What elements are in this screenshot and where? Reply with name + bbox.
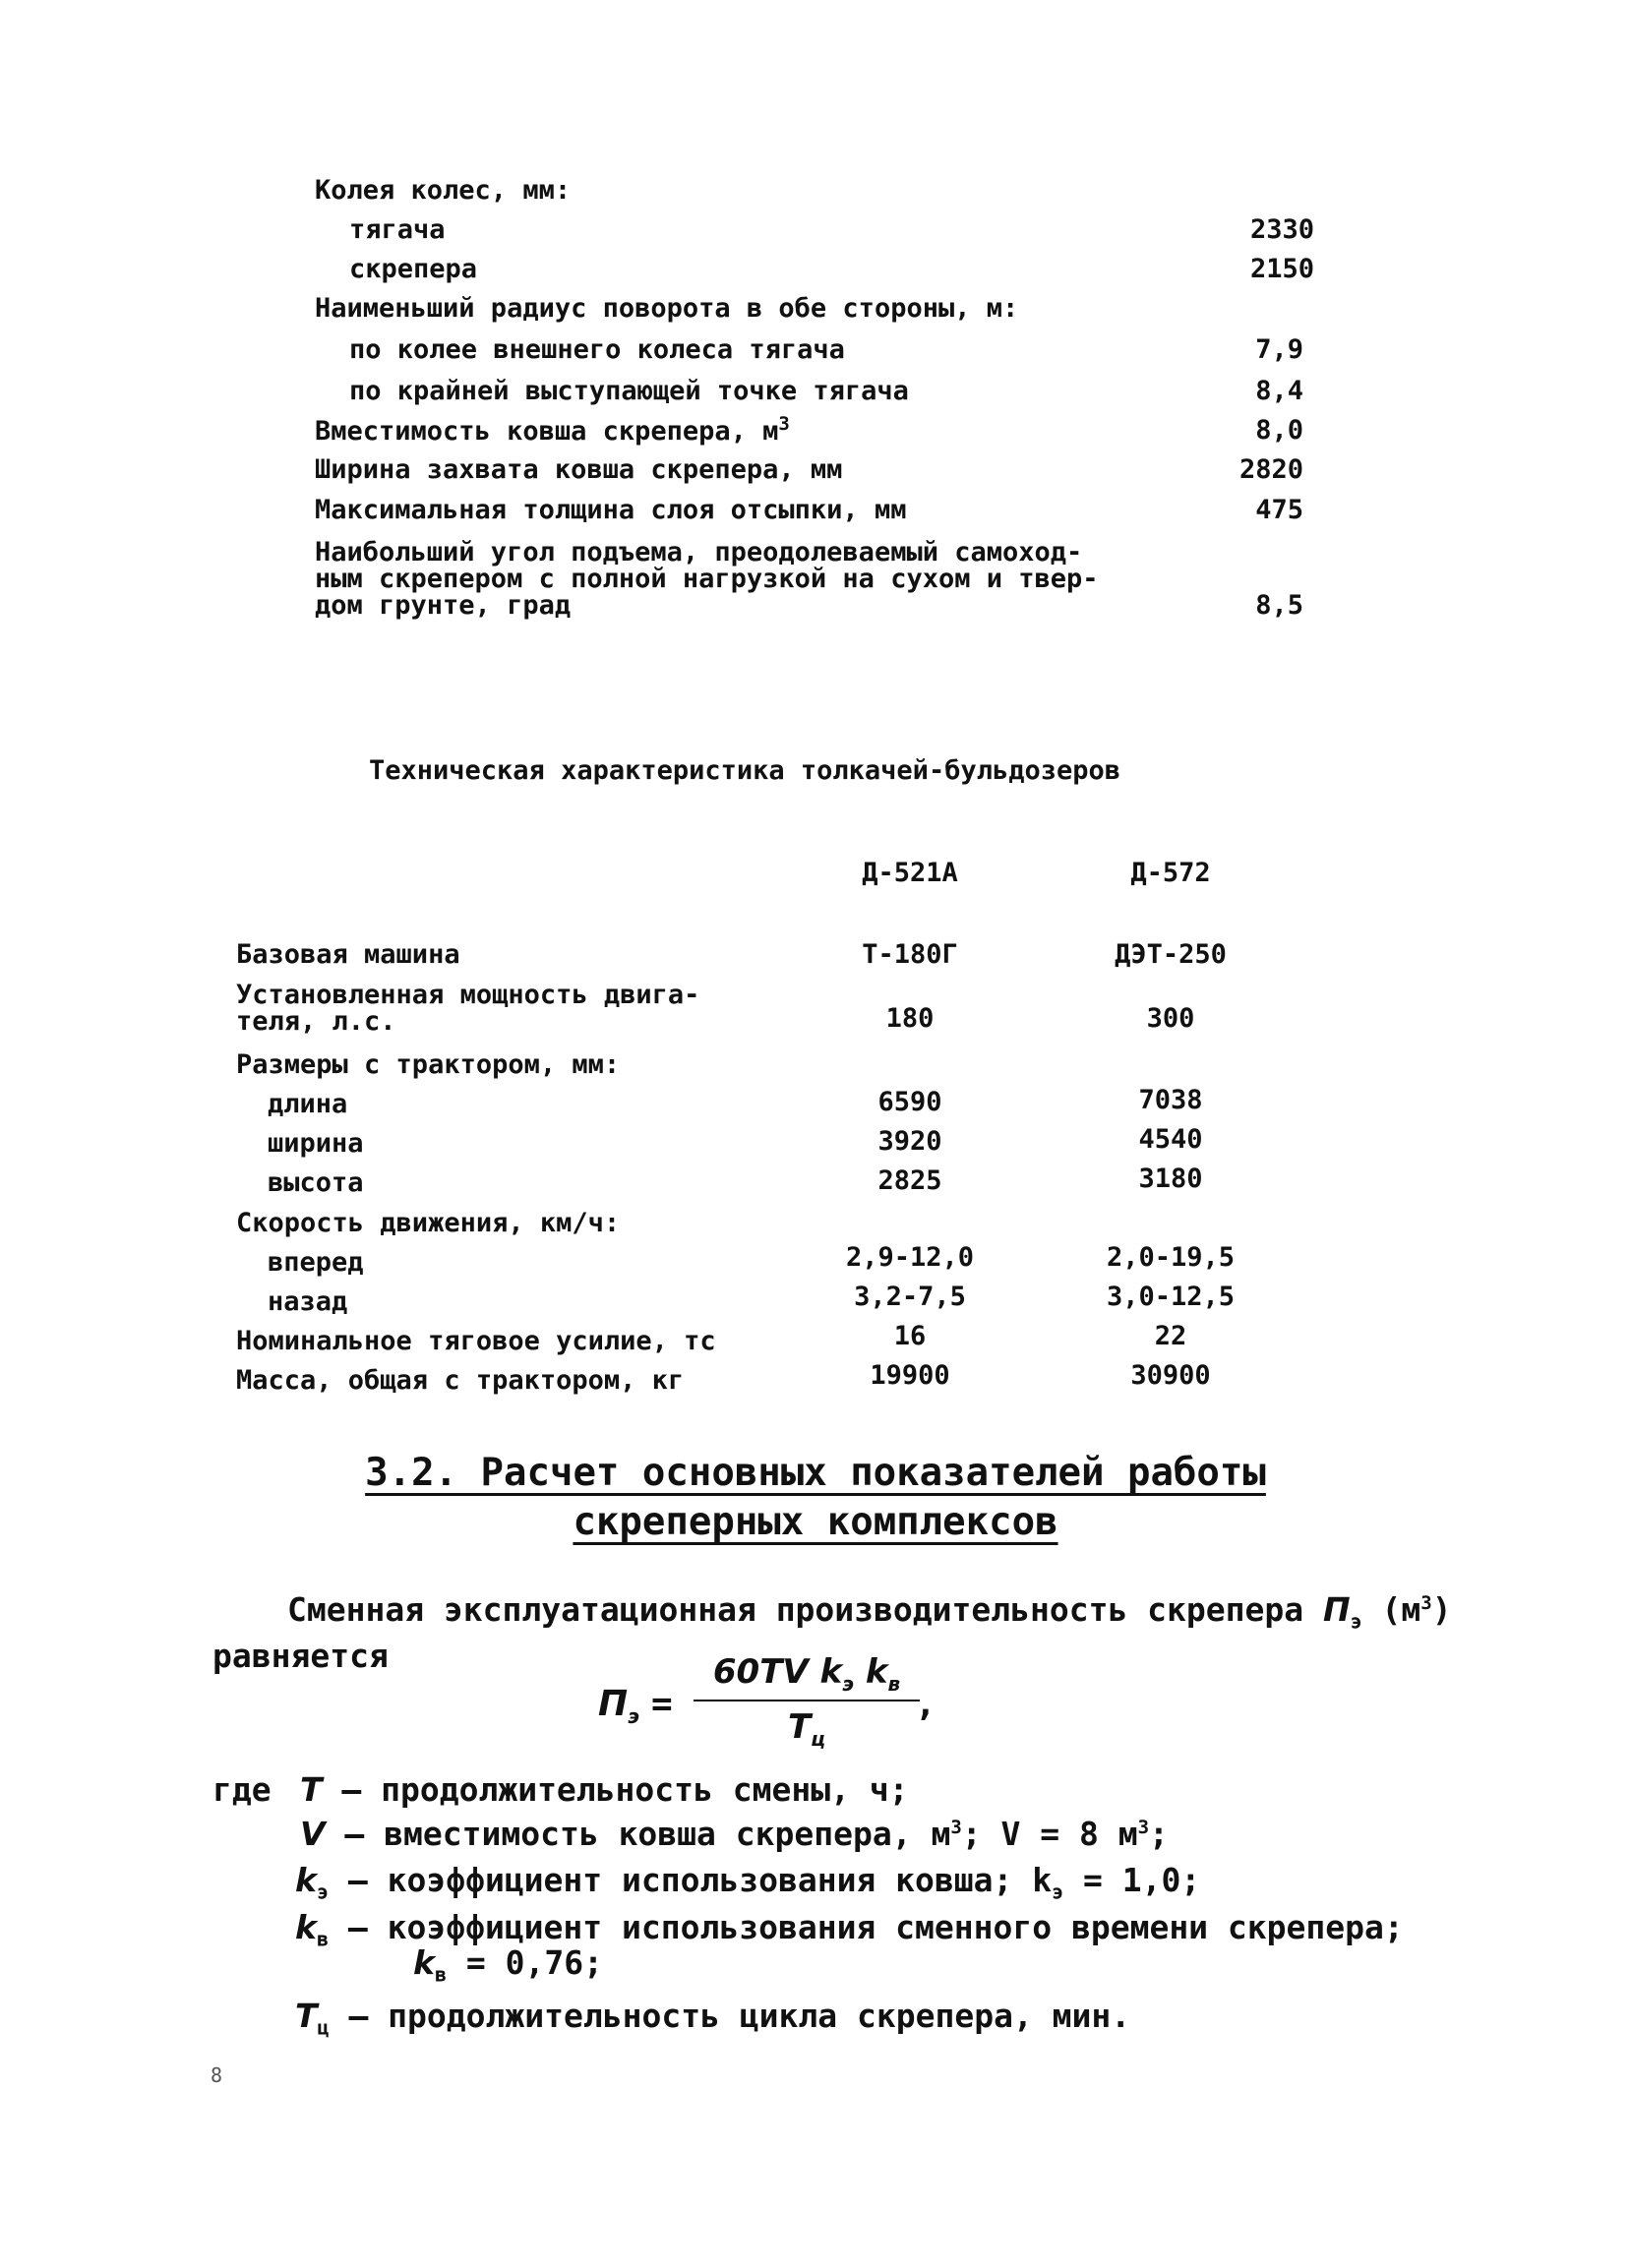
table-cell: 2,0-19,5 — [1106, 1242, 1236, 1273]
track-title: Колея колес, мм: — [315, 175, 572, 206]
formula-eq: = — [651, 1684, 673, 1724]
table-cell: 3,0-12,5 — [1106, 1282, 1236, 1312]
dozer-table-title: Техническая характеристика толкачей-бульдозеров — [369, 755, 1121, 786]
cut-width-value: 2820 — [1238, 454, 1303, 485]
track-tractor-value: 2330 — [1249, 214, 1314, 245]
radius-title: Наименьший радиус поворота в обе стороны, м: — [315, 293, 1019, 324]
formula-denominator: $T_ц$ — [787, 1707, 826, 1751]
table-cell: 3920 — [877, 1126, 942, 1157]
formula-trailing: , — [915, 1684, 936, 1724]
section-subheading: скреперных комплексов — [573, 1500, 1058, 1544]
max-layer-label: Максимальная толщина слоя отсыпки, мм — [315, 495, 907, 525]
fraction-bar — [694, 1700, 920, 1701]
table-row-label: назад — [268, 1286, 348, 1317]
table-cell: 6590 — [877, 1087, 942, 1117]
def-item-continuation: $k_в = 0,76$; — [413, 1943, 603, 1987]
def-item: $T_ц$ – продолжительность цикла скрепера, мин. — [295, 1997, 1131, 2040]
table-row-label: ширина — [268, 1128, 364, 1159]
bucket-capacity-label: Вместимость ковша скрепера, $м^3$ — [315, 413, 790, 447]
table-cell: ДЭТ-250 — [1115, 939, 1227, 970]
formula-lhs: $П_э$ — [598, 1684, 639, 1729]
table-row-label: Размеры с трактором, мм: — [236, 1049, 621, 1080]
track-scraper-label: скрепера — [349, 254, 478, 284]
table-row-label: Базовая машина — [236, 939, 460, 970]
radius-outer-label: по колее внешнего колеса тягача — [349, 334, 845, 365]
where-label: где — [212, 1770, 272, 1809]
table-cell: 3180 — [1138, 1164, 1203, 1194]
radius-extreme-value: 8,4 — [1255, 376, 1303, 406]
table-cell: 16 — [893, 1321, 927, 1351]
page-number: 8 — [211, 2063, 223, 2087]
table-row-label: высота — [268, 1167, 364, 1198]
def-item: $k_э$ – коэффициент использования ковша; $k_э = 1,0$; — [295, 1861, 1201, 1904]
table-cell: 2825 — [877, 1165, 942, 1196]
table-row-label: вперед — [268, 1247, 364, 1278]
table-row-label: длина — [268, 1089, 348, 1119]
table-row-label: Установленная мощность двига- теля, л.с. — [236, 980, 700, 1037]
track-tractor-label: тягача — [349, 214, 446, 245]
table-cell: 300 — [1146, 1003, 1195, 1034]
table-cell: 2,9-12,0 — [845, 1242, 975, 1273]
radius-outer-value: 7,9 — [1255, 334, 1303, 365]
table-cell: 180 — [885, 1003, 935, 1034]
max-slope-value: 8,5 — [1255, 590, 1303, 621]
formula-numerator: 60TV $k_э$ $k_в$ — [712, 1652, 901, 1696]
table-cell: 7038 — [1138, 1085, 1203, 1115]
intro-text: Сменная эксплуатационная производительность скрепера $П_э$ $(м^3)$ — [287, 1590, 1452, 1634]
max-layer-value: 475 — [1255, 495, 1303, 525]
table-cell: 3,2-7,5 — [854, 1282, 966, 1312]
table-cell: Т-180Г — [862, 939, 958, 970]
section-heading: 3.2. Расчет основных показателей работы — [365, 1451, 1266, 1495]
column-header: Д-572 — [1130, 858, 1211, 888]
table-cell: 22 — [1154, 1321, 1187, 1351]
def-item: T – продолжительность смены, ч; — [300, 1770, 909, 1809]
table-cell: 30900 — [1130, 1360, 1211, 1391]
def-item: $k_в$ – коэффициент использования сменного времени скрепера; — [295, 1908, 1404, 1951]
bucket-capacity-value: 8,0 — [1255, 415, 1303, 446]
cut-width-label: Ширина захвата ковша скрепера, мм — [315, 454, 843, 485]
table-row-label: Масса, общая с трактором, кг — [236, 1365, 685, 1396]
table-cell: 4540 — [1138, 1124, 1203, 1155]
max-slope-label: Наибольший угол подъема, преодолеваемый самоход- ным скрепером с полной нагрузкой на сухом и твер- дом грунте, град — [315, 537, 1099, 621]
table-cell: 19900 — [870, 1360, 950, 1391]
track-scraper-value: 2150 — [1249, 254, 1314, 284]
intro-line2: равняется — [212, 1637, 389, 1675]
column-header: Д-521А — [862, 858, 958, 888]
def-item: V – вместимость ковша скрепера, $м^3$; V = 8 $м^3$; — [300, 1815, 1169, 1853]
table-row-label: Номинальное тяговое усилие, тс — [236, 1326, 716, 1356]
radius-extreme-label: по крайней выступающей точке тягача — [349, 376, 909, 406]
table-row-label: Скорость движения, км/ч: — [236, 1208, 621, 1238]
